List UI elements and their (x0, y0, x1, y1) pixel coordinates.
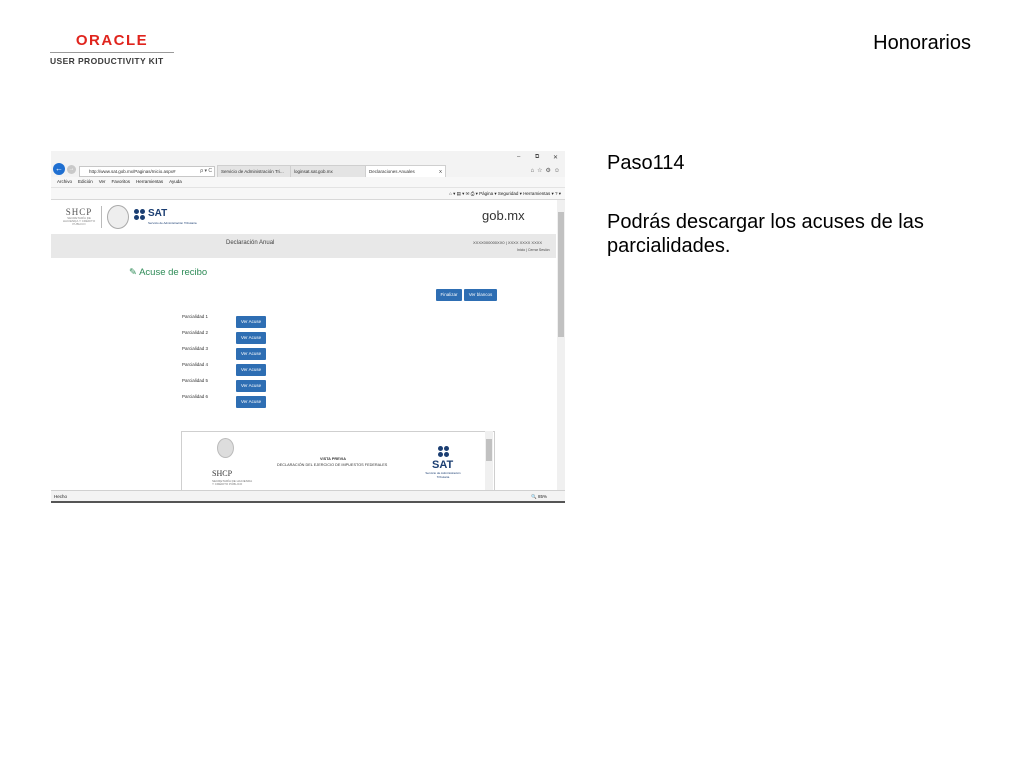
tab-label: Servicio de Administración Tri... (221, 169, 284, 174)
ver-blancos-button[interactable]: Ver blancos (464, 289, 497, 301)
parcialidad-label: Parcialidad 5 (182, 378, 209, 383)
section-title: Declaración Anual (226, 240, 275, 246)
preview-sat-logo-icon (438, 446, 450, 458)
mail-icon[interactable]: ✉ (465, 191, 470, 196)
ver-acuse-button[interactable]: Ver Acuse (236, 364, 266, 376)
sat-logo-icon (134, 209, 146, 221)
home-icon[interactable]: ⌂ ▾ (449, 191, 456, 196)
logo-divider (50, 52, 174, 53)
menu-bar (51, 177, 565, 188)
parcialidad-label: Parcialidad 3 (182, 346, 209, 351)
step-instruction: Podrás descargar los acuses de las parcialidades. (607, 211, 924, 257)
tab-label: loginsat.sat.gob.mx (294, 169, 333, 174)
restore-icon[interactable]: ⧉ (535, 154, 540, 160)
ver-acuse-button[interactable]: Ver Acuse (236, 348, 266, 360)
section-band (51, 234, 556, 258)
menu-archivo[interactable]: Archivo (57, 179, 73, 184)
menu-ayuda[interactable]: Ayuda (169, 179, 182, 184)
preview-heading: VISTA PREVIA (320, 457, 346, 461)
feeds-icon[interactable]: ▤ ▾ (456, 191, 465, 196)
header-divider (101, 206, 102, 228)
browser-titlebar (51, 151, 565, 177)
minimize-icon[interactable]: – (517, 154, 521, 160)
browser-toolbar-icons[interactable]: ⌂☆⚙☺ (530, 168, 563, 174)
parcialidad-label: Parcialidad 1 (182, 314, 209, 319)
preview-sat: SAT (432, 459, 454, 471)
zoom-level[interactable]: 🔍 85% (531, 494, 547, 499)
shcp-logo (61, 207, 97, 226)
cmd-herramientas[interactable]: Herramientas ▾ (523, 191, 554, 196)
close-window-icon[interactable]: ✕ (553, 155, 559, 161)
ver-acuse-button[interactable]: Ver Acuse (236, 380, 266, 392)
oracle-wordmark: ORACLE (75, 32, 149, 49)
menu-favoritos[interactable]: Favoritos (111, 179, 131, 184)
cmd-pagina[interactable]: Página ▾ (479, 191, 497, 196)
shcp-wordmark: SHCP (65, 207, 93, 217)
preview-shcp-subtitle: SECRETARÍA DE HACIENDA Y CRÉDITO PÚBLICO (212, 479, 252, 486)
ver-acuse-button[interactable]: Ver Acuse (236, 316, 266, 328)
slide-title: Honorarios (873, 32, 971, 54)
preview-seal-icon (217, 438, 234, 458)
tab-label: Declaraciones Anuales (369, 169, 415, 174)
back-button[interactable] (53, 163, 65, 175)
parcialidad-label: Parcialidad 6 (182, 394, 209, 399)
back-arrow-icon: ← (55, 164, 63, 173)
ver-acuse-button[interactable]: Ver Acuse (236, 396, 266, 408)
tab-declaraciones-anuales[interactable] (365, 165, 446, 177)
sat-subtitle: Servicio de Administración Tributaria (148, 221, 197, 225)
tab-close-icon[interactable]: X (438, 169, 442, 174)
page-scrollbar[interactable] (557, 200, 565, 490)
oracle-upk-logo (50, 33, 174, 66)
edit-icon: ✎ (129, 267, 140, 278)
web-page (51, 200, 556, 490)
cmd-seguridad[interactable]: Seguridad ▾ (497, 191, 522, 196)
preview-shcp: SHCP (212, 469, 233, 478)
status-text: Hecho (54, 494, 68, 499)
page-title (129, 267, 207, 278)
forward-button[interactable] (67, 165, 76, 174)
address-tools[interactable]: ρ ▾ C (200, 168, 212, 174)
address-bar[interactable] (79, 166, 215, 177)
preview-declaration: DECLARACIÓN DEL EJERCICIO DE IMPUESTOS FEDERALES (277, 463, 388, 467)
preview-scroll-thumb[interactable] (486, 439, 492, 461)
upk-wordmark: USER PRODUCTIVITY KIT (50, 56, 164, 66)
user-rfc: XXXX000000XX0 | XXXX XXXX XXXX (473, 240, 543, 245)
step-number: Paso114 (607, 152, 685, 174)
page-title-text: Acuse de recibo (139, 267, 208, 278)
sat-wordmark: SAT (148, 208, 168, 219)
menu-edicion[interactable]: Edición (78, 179, 93, 184)
national-seal-icon (107, 205, 129, 229)
help-icon[interactable]: ? ▾ (554, 191, 561, 196)
address-url: http://www.sat.gob.mx/Paginas/Inicio.aspx# (89, 169, 176, 174)
print-icon[interactable]: ⎙ ▾ (470, 191, 478, 196)
preview-sat-subtitle: Servicio de Administración Tributaria (425, 471, 461, 479)
menu-ver[interactable]: Ver (98, 179, 106, 184)
finalizar-button[interactable]: Finalizar (436, 289, 462, 301)
browser-screenshot (51, 151, 565, 503)
ver-acuse-button[interactable]: Ver Acuse (236, 332, 266, 344)
gob-mx-logo[interactable]: gob.mx (482, 208, 525, 223)
document-preview[interactable] (181, 431, 495, 490)
site-header (51, 200, 556, 234)
preview-scrollbar[interactable] (485, 431, 493, 490)
session-links[interactable]: Inicio | Cerrar Sesión (517, 248, 550, 252)
parcialidad-label: Parcialidad 4 (182, 362, 209, 367)
menu-herramientas[interactable]: Herramientas (136, 179, 164, 184)
shcp-subtitle: SECRETARÍA DE HACIENDA Y CRÉDITO PÚBLICO (62, 216, 96, 226)
command-bar (51, 188, 565, 200)
page-scroll-thumb[interactable] (558, 212, 564, 337)
parcialidad-label: Parcialidad 2 (182, 330, 209, 335)
status-bar (51, 490, 565, 502)
forward-arrow-icon: → (68, 166, 75, 172)
